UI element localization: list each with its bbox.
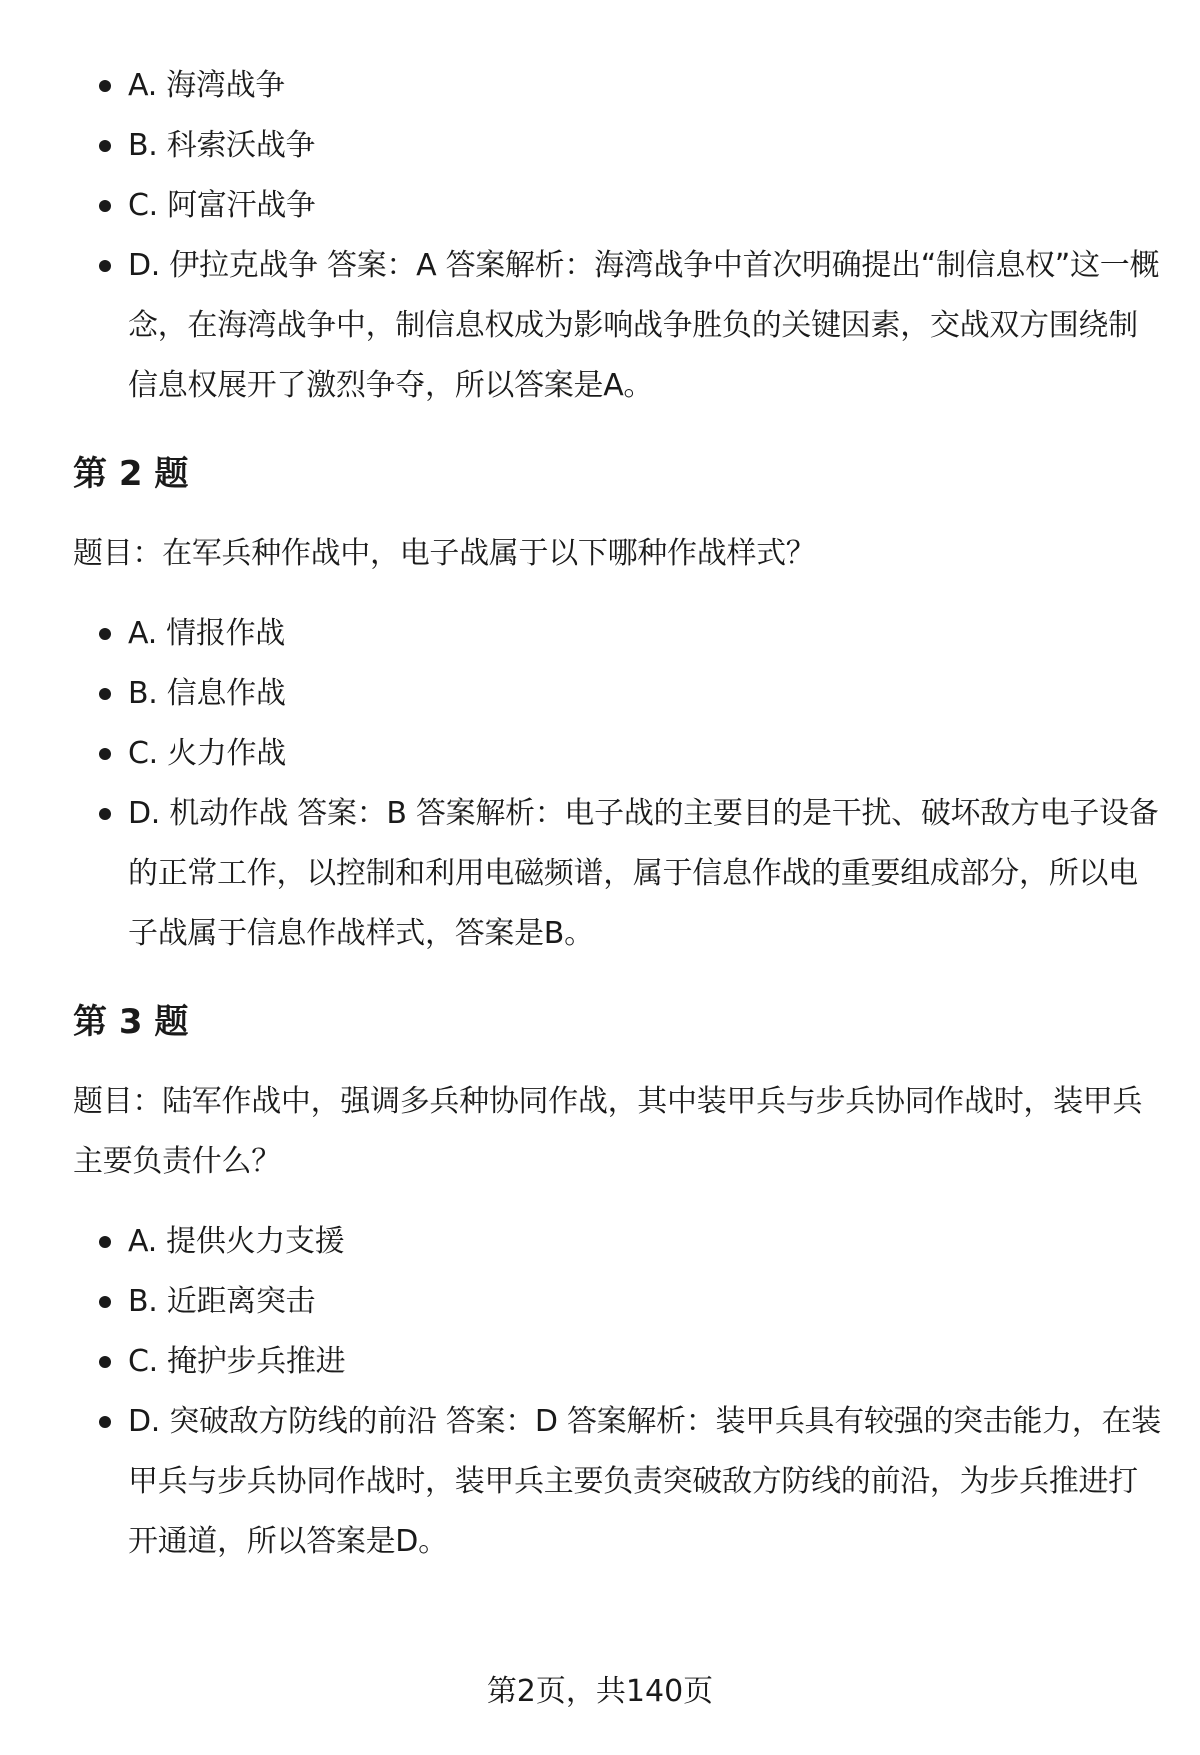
q2-option-d-answer: D. 机动作战 答案：B 答案解析：电子战的主要目的是干扰、破坏敌方电子设备的正常工作，以控制和利用电磁频谱，属于信息作战的重要组成部分，所以电子战属于信息作战样式，答案是B。 — [73, 784, 1163, 964]
q3-option-c: C. 掩护步兵推进 — [73, 1332, 1163, 1392]
q2-title: 第 2 题 — [73, 454, 189, 494]
q1-option-b: B. 科索沃战争 — [73, 116, 1163, 176]
q3-options-list — [73, 1212, 1163, 1572]
q2-option-c: C. 火力作战 — [73, 724, 1163, 784]
q2-option-a: A. 情报作战 — [73, 604, 1163, 664]
q3-option-a: A. 提供火力支援 — [73, 1212, 1163, 1272]
q1-option-c: C. 阿富汗战争 — [73, 176, 1163, 236]
q2-stem: 题目：在军兵种作战中，电子战属于以下哪种作战样式？ — [73, 536, 816, 571]
page-footer: 第2页，共140页 — [486, 1674, 714, 1709]
q3-option-d-answer: D. 突破敌方防线的前沿 答案：D 答案解析：装甲兵具有较强的突击能力，在装甲兵与步兵协同作战时，装甲兵主要负责突破敌方防线的前沿，为步兵推进打开通道，所以答案是D。 — [73, 1392, 1163, 1572]
q1-option-a: A. 海湾战争 — [73, 56, 1163, 116]
q3-stem: 题目：陆军作战中，强调多兵种协同作战，其中装甲兵与步兵协同作战时，装甲兵主要负责什么？ — [73, 1084, 1143, 1179]
page-content — [73, 56, 1163, 1572]
q3-option-b: B. 近距离突击 — [73, 1272, 1163, 1332]
q1-options-list — [73, 56, 1163, 416]
q1-option-d-answer: D. 伊拉克战争 答案：A 答案解析：海湾战争中首次明确提出“制信息权”这一概念，在海湾战争中，制信息权成为影响战争胜负的关键因素，交战双方围绕制信息权展开了激烈争夺，所以答案是A。 — [73, 236, 1163, 416]
q2-options-list — [73, 604, 1163, 964]
q2-option-b: B. 信息作战 — [73, 664, 1163, 724]
q3-title: 第 3 题 — [73, 1002, 189, 1042]
